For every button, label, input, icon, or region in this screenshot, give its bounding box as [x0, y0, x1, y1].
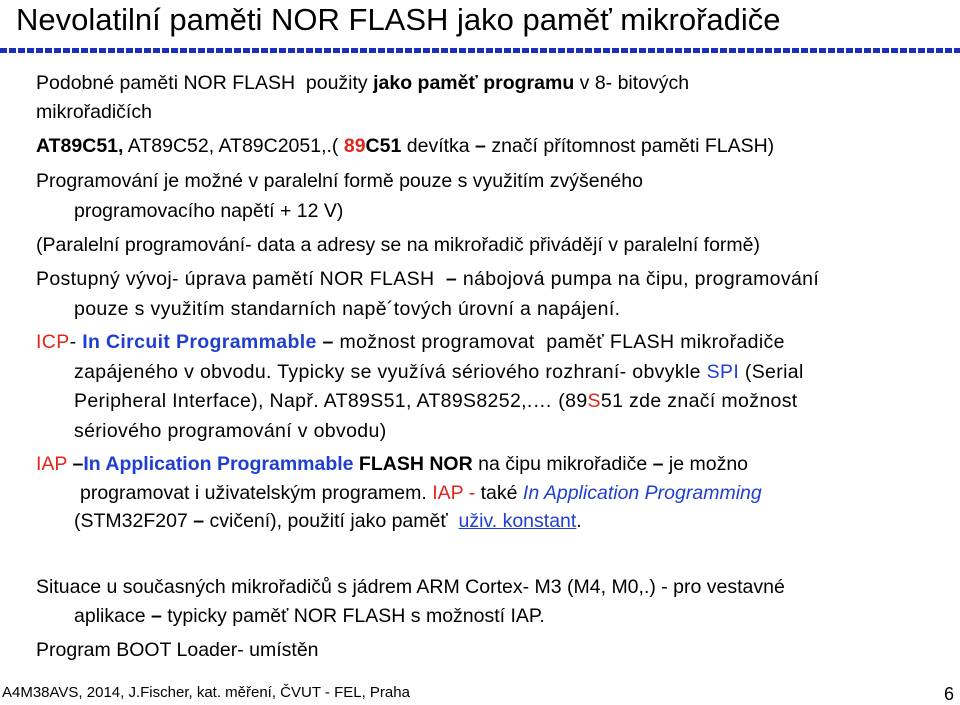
- page-number: 6: [944, 684, 955, 704]
- text-run: (Serial: [739, 361, 804, 383]
- text-line-18: [36, 641, 319, 661]
- text-run: –: [150, 605, 162, 627]
- text-run: IAP: [36, 453, 68, 475]
- text-run: –: [652, 453, 664, 475]
- text-run: je možno: [663, 453, 749, 475]
- text-run: pouze s využitím standarních napě´tových úrovní a napájení.: [74, 298, 621, 320]
- text-run: jako paměť programu: [373, 72, 575, 94]
- text-run: zapájeného v obvodu. Typicky se využívá sériového rozhraní- obvykle: [74, 361, 707, 383]
- text-line-11: [74, 392, 798, 412]
- text-line-10: [74, 363, 804, 383]
- text-run: sériového programování v obvodu): [74, 420, 387, 442]
- slide-title: Nevolatilní paměti NOR FLASH jako paměť mikrořadiče: [16, 2, 781, 37]
- text-line-15: [74, 512, 582, 532]
- text-run: 89: [343, 135, 366, 157]
- text-run: –: [322, 331, 334, 353]
- text-run: SPI: [706, 361, 740, 383]
- text-run: typicky paměť NOR FLASH s možností IAP.: [161, 605, 545, 627]
- title-divider: [0, 48, 960, 53]
- text-run: .: [576, 510, 582, 532]
- text-run: (Paralelní programování- data a adresy se na mikrořadič přivádějí v paralelní formě): [36, 234, 760, 256]
- text-run: na čipu mikrořadiče: [472, 453, 653, 475]
- text-line-1: [36, 74, 689, 94]
- text-run: AT89C51,: [36, 135, 124, 157]
- text-run: AT89C52, AT89C2051,.(: [123, 135, 344, 157]
- text-run: uživ. konstant: [458, 510, 577, 532]
- text-run: –: [475, 135, 486, 157]
- footer-text: A4M38AVS, 2014, J.Fischer, kat. měření, ČVUT - FEL, Praha: [2, 684, 410, 701]
- text-run: S: [587, 390, 601, 412]
- text-run: C51: [365, 135, 407, 157]
- text-run: (STM32F207: [74, 510, 194, 532]
- text-run: Situace u současných mikrořadičů s jádrem ARM Cortex- M3 (M4, M0,.) - pro vestavné: [36, 576, 785, 598]
- text-run: programovacího napětí + 12 V): [74, 200, 344, 222]
- text-run: ICP: [36, 331, 70, 353]
- text-run: Postupný vývoj- úprava pamětí NOR FLASH: [36, 268, 446, 290]
- text-line-3: [36, 137, 774, 157]
- text-run: programovat i uživatelským programem.: [80, 482, 433, 504]
- text-run: cvičení), použití jako paměť: [204, 510, 459, 532]
- text-run: aplikace: [74, 605, 151, 627]
- text-run: devítka: [406, 135, 476, 157]
- text-run: také: [475, 482, 523, 504]
- text-run: Program BOOT Loader- umístěn: [36, 639, 319, 661]
- text-run: –: [72, 453, 84, 475]
- text-line-4: [36, 172, 643, 192]
- text-run: –: [445, 268, 458, 290]
- text-run: Programování je možné v paralelní formě pouze s využitím zvýšeného: [36, 170, 643, 192]
- text-run: In Application Programming: [522, 482, 762, 504]
- text-run: v 8- bitových: [574, 72, 690, 94]
- text-run: Peripheral Interface), Např. AT89S51, AT89S8252,.… (89: [74, 390, 588, 412]
- text-run: IAP -: [432, 482, 476, 504]
- text-line-7: [36, 270, 819, 290]
- text-line-17: [74, 607, 545, 627]
- text-run: Podobné paměti NOR FLASH použity: [36, 72, 374, 94]
- text-run: nábojová pumpa na čipu, programování: [457, 268, 820, 290]
- text-run: -: [69, 331, 83, 353]
- text-line-13: [36, 455, 748, 475]
- text-line-8: [74, 300, 620, 320]
- text-run: značí přítomnost paměti FLASH): [485, 135, 775, 157]
- text-line-14: [80, 484, 762, 504]
- text-line-2: [36, 103, 152, 123]
- text-line-5: [74, 202, 343, 222]
- text-line-6: [36, 236, 760, 256]
- text-run: FLASH NOR: [353, 453, 473, 475]
- text-run: In Application Programmable: [83, 453, 354, 475]
- text-run: mikrořadičích: [36, 101, 152, 123]
- text-line-12: [74, 422, 387, 442]
- text-run: možnost programovat paměť FLASH mikrořadiče: [333, 331, 785, 353]
- text-line-9: [36, 333, 785, 353]
- text-run: –: [193, 510, 205, 532]
- text-run: In Circuit Programmable: [82, 331, 317, 353]
- text-line-16: [36, 578, 785, 598]
- text-run: 51 zde značí možnost: [600, 390, 798, 412]
